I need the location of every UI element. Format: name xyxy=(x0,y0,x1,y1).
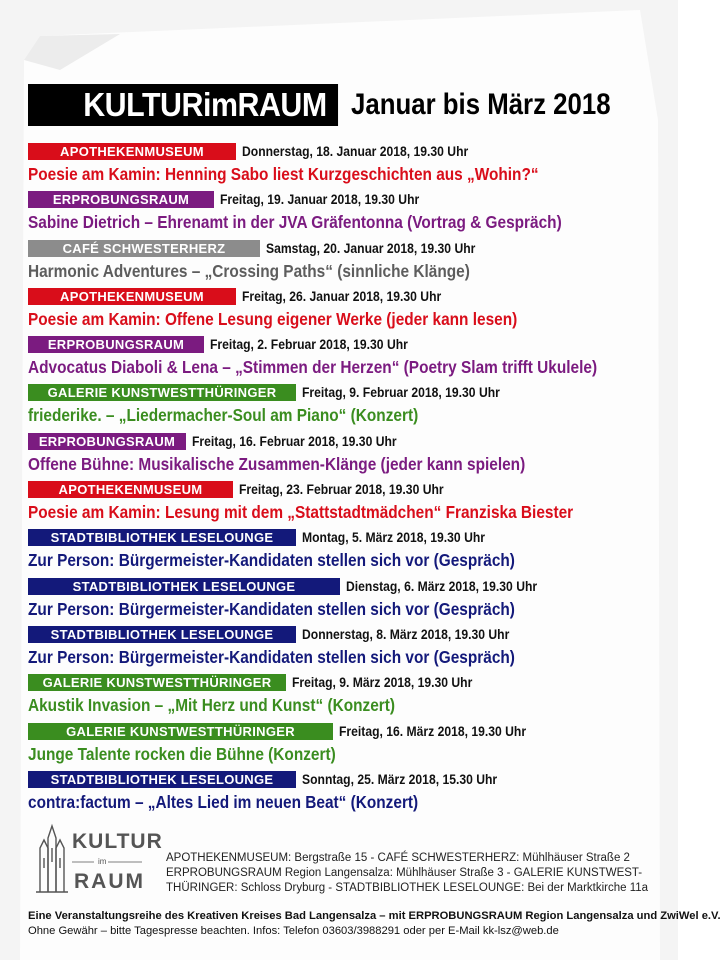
venue-tag: STADTBIBLIOTHEK LESELOUNGE xyxy=(28,771,296,788)
venue-tag: APOTHEKENMUSEUM xyxy=(28,288,236,305)
address-line-3: THÜRINGER: Schloss Dryburg - STADTBIBLIOTHEK LESELOUNGE: Bei der Marktkirche 11a xyxy=(166,882,649,894)
event-item xyxy=(28,480,668,528)
event-item xyxy=(28,239,668,287)
event-item xyxy=(28,528,668,576)
venue-tag: GALERIE KUNSTWESTTHÜRINGER xyxy=(28,674,286,691)
event-item xyxy=(28,770,668,818)
event-date: Freitag, 2. Februar 2018, 19.30 Uhr xyxy=(210,337,408,353)
event-title: Poesie am Kamin: Offene Lesung eigener Werke (jeder kann lesen) xyxy=(28,308,518,329)
period-title: Januar bis März 2018 xyxy=(350,88,611,121)
footer-contact: Ohne Gewähr – bitte Tagespresse beachten. Infos: Telefon 03603/3988291 oder per E-Mail kk-lsz@web.de xyxy=(28,924,559,937)
event-date: Freitag, 16. März 2018, 19.30 Uhr xyxy=(339,723,527,739)
event-item xyxy=(28,625,668,673)
event-title: Zur Person: Bürgermeister-Kandidaten stellen sich vor (Gespräch) xyxy=(28,598,515,619)
venue-tag: STADTBIBLIOTHEK LESELOUNGE xyxy=(28,529,296,546)
event-item xyxy=(28,673,668,721)
event-item xyxy=(28,383,668,431)
logo-line-kultur: KULTUR xyxy=(72,830,163,853)
venue-tag: STADTBIBLIOTHEK LESELOUNGE xyxy=(28,578,340,595)
logo-line-raum: RAUM xyxy=(74,870,145,893)
event-title: Zur Person: Bürgermeister-Kandidaten stellen sich vor (Gespräch) xyxy=(28,646,515,667)
event-date: Freitag, 9. Februar 2018, 19.30 Uhr xyxy=(302,385,500,401)
venue-tag: GALERIE KUNSTWESTTHÜRINGER xyxy=(28,384,296,401)
event-date: Samstag, 20. Januar 2018, 19.30 Uhr xyxy=(266,240,476,256)
event-title: Sabine Dietrich – Ehrenamt in der JVA Gräfentonna (Vortrag & Gespräch) xyxy=(28,212,562,233)
event-item xyxy=(28,577,668,625)
event-title: contra:factum – „Altes Lied im neuen Beat“ (Konzert) xyxy=(28,791,419,812)
event-item xyxy=(28,190,668,238)
event-date: Donnerstag, 18. Januar 2018, 19.30 Uhr xyxy=(242,144,469,159)
footer-organizer: Eine Veranstaltungsreihe des Kreativen Kreises Bad Langensalza – mit ERPROBUNGSRAUM Region Langensalza und ZwiWel e.V. xyxy=(28,910,721,922)
event-item xyxy=(28,432,668,480)
venue-tag: GALERIE KUNSTWESTTHÜRINGER xyxy=(28,723,333,740)
event-list xyxy=(28,142,668,818)
venue-tag: ERPROBUNGSRAUM xyxy=(28,336,204,353)
event-item xyxy=(28,142,668,190)
event-title: Akustik Invasion – „Mit Herz und Kunst“ (Konzert) xyxy=(28,695,396,716)
event-date: Donnerstag, 8. März 2018, 19.30 Uhr xyxy=(302,626,510,642)
poster-header xyxy=(28,84,653,126)
event-date: Freitag, 19. Januar 2018, 19.30 Uhr xyxy=(220,192,420,208)
event-date: Montag, 5. März 2018, 19.30 Uhr xyxy=(302,530,485,546)
event-date: Dienstag, 6. März 2018, 19.30 Uhr xyxy=(346,578,538,594)
event-title: Harmonic Adventures – „Crossing Paths“ (sinnliche Klänge) xyxy=(28,260,470,281)
venue-tag: ERPROBUNGSRAUM xyxy=(28,191,214,208)
event-title: Poesie am Kamin: Henning Sabo liest Kurzgeschichten aus „Wohin?“ xyxy=(28,164,539,184)
event-item xyxy=(28,335,668,383)
event-title: Poesie am Kamin: Lesung mit dem „Stattstadtmädchen“ Franziska Biester xyxy=(28,502,574,523)
event-date: Freitag, 23. Februar 2018, 19.30 Uhr xyxy=(239,482,444,498)
event-date: Freitag, 26. Januar 2018, 19.30 Uhr xyxy=(242,288,442,304)
kultur-im-raum-logo xyxy=(30,818,163,896)
address-line-2: ERPROBUNGSRAUM Region Langensalza: Mühlhäuser Straße 3 - GALERIE KUNSTWEST- xyxy=(166,867,643,879)
event-item xyxy=(28,722,668,770)
venue-tag: APOTHEKENMUSEUM xyxy=(28,481,233,498)
venue-tag: STADTBIBLIOTHEK LESELOUNGE xyxy=(28,626,296,643)
event-title: Advocatus Diaboli & Lena – „Stimmen der Herzen“ (Poetry Slam trifft Ukulele) xyxy=(28,357,598,378)
event-title: Junge Talente rocken die Bühne (Konzert) xyxy=(28,743,336,764)
event-title: friederike. – „Liedermacher-Soul am Piano“ (Konzert) xyxy=(28,405,419,426)
venue-tag: ERPROBUNGSRAUM xyxy=(28,433,186,450)
address-line-1: APOTHEKENMUSEUM: Bergstraße 15 - CAFÉ SCHWESTERHERZ: Mühlhäuser Straße 2 xyxy=(166,852,630,864)
event-date: Sonntag, 25. März 2018, 15.30 Uhr xyxy=(302,771,498,787)
event-title: Offene Bühne: Musikalische Zusammen-Klänge (jeder kann spielen) xyxy=(28,453,526,474)
event-date: Freitag, 9. März 2018, 19.30 Uhr xyxy=(292,675,473,691)
venue-tag: CAFÉ SCHWESTERHERZ xyxy=(28,240,260,257)
footer xyxy=(28,909,721,938)
logo-line-im: im xyxy=(98,857,107,866)
event-date: Freitag, 16. Februar 2018, 19.30 Uhr xyxy=(192,433,397,449)
brand-title: KULTURimRAUM xyxy=(28,84,338,126)
venue-tag: APOTHEKENMUSEUM xyxy=(28,143,236,160)
event-title: Zur Person: Bürgermeister-Kandidaten stellen sich vor (Gespräch) xyxy=(28,550,515,571)
venue-addresses xyxy=(166,851,649,896)
event-item xyxy=(28,287,668,335)
